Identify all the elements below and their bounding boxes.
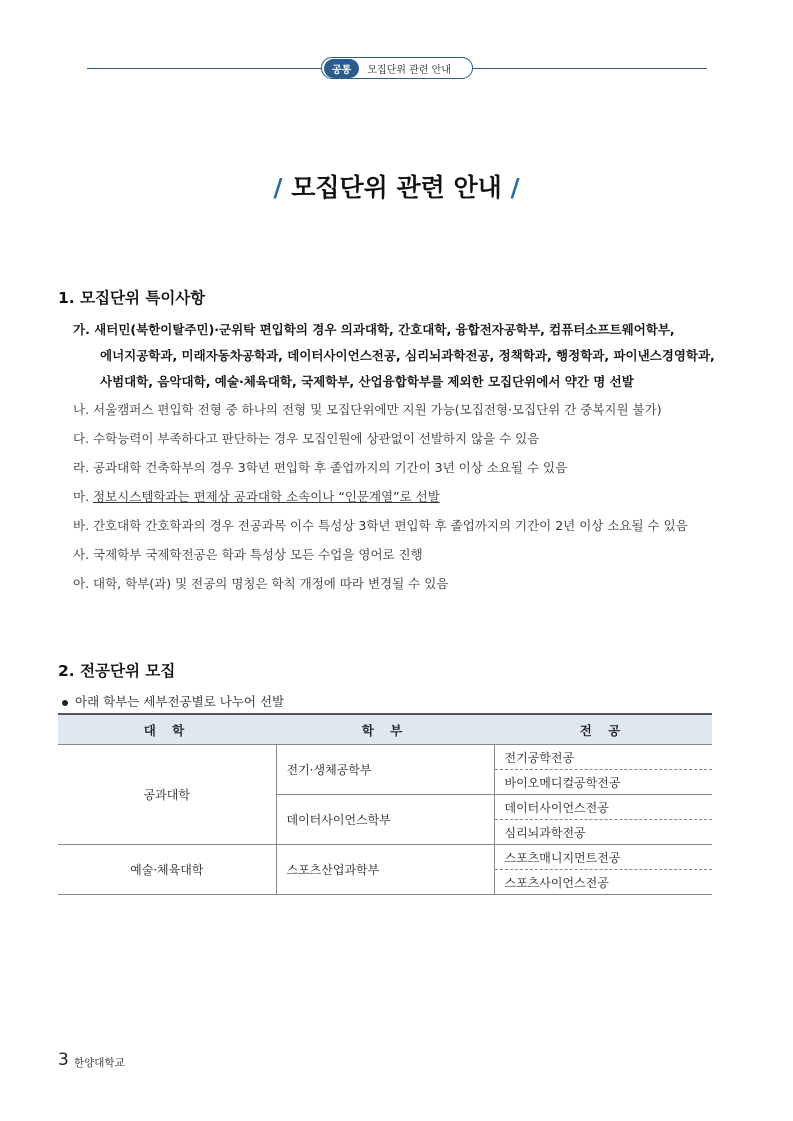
item-a: 아. 대학, 학부(과) 및 전공의 명칭은 학칙 개정에 따라 변경될 수 있음 <box>73 576 449 591</box>
item-sa: 사. 국제학부 국제학전공은 학과 특성상 모든 수업을 영어로 진행 <box>73 547 423 562</box>
table-cell-major: 스포츠매니지먼트전공 <box>494 845 712 870</box>
table-header-major: 전 공 <box>494 714 712 745</box>
header-pill <box>321 57 473 79</box>
table-cell-dept: 데이터사이언스학부 <box>276 795 494 845</box>
header-tag: 공통 <box>324 59 359 78</box>
footer-school: 한양대학교 <box>74 1057 125 1069</box>
item-ba: 바. 간호대학 간호학과의 경우 전공과목 이수 특성상 3학년 편입학 후 졸업까지의 기간이 2년 이상 소요될 수 있음 <box>73 518 688 533</box>
bullet-text: 아래 학부는 세부전공별로 나누어 선발 <box>75 694 285 709</box>
page-title-text: 모집단위 관련 안내 <box>291 173 502 202</box>
table-cell-college: 공과대학 <box>58 745 276 845</box>
table-header-row <box>58 714 712 745</box>
item-ma-text: 정보시스템학과는 편제상 공과대학 소속이나 “인문계열”로 선발 <box>93 489 440 504</box>
header-rule-right <box>470 68 707 69</box>
table-row <box>58 845 712 870</box>
header-rule-left <box>87 68 327 69</box>
table-row <box>58 745 712 770</box>
table-header-dept: 학 부 <box>276 714 494 745</box>
item-ga-cont2: 사범대학, 음악대학, 예술·체육대학, 국제학부, 산업융합학부를 제외한 모집단위에서 약간 명 선발 <box>100 374 634 389</box>
table-header-college: 대 학 <box>58 714 276 745</box>
table-cell-dept: 전기·생체공학부 <box>276 745 494 795</box>
table-cell-college: 예술·체육대학 <box>58 845 276 895</box>
item-ma <box>73 487 440 505</box>
bullet-dot <box>62 700 68 706</box>
header-text: 모집단위 관련 안내 <box>367 64 451 76</box>
item-na: 나. 서울캠퍼스 편입학 전형 중 하나의 전형 및 모집단위에만 지원 가능(모집전형·모집단위 간 중복지원 불가) <box>73 402 662 417</box>
item-ga: 가. 새터민(북한이탈주민)·군위탁 편입학의 경우 의과대학, 간호대학, 융합전자공학부, 컴퓨터소프트웨어학부, <box>73 322 675 337</box>
major-table <box>58 713 712 895</box>
item-ma-prefix: 마. <box>73 489 94 504</box>
item-da: 다. 수학능력이 부족하다고 판단하는 경우 모집인원에 상관없이 선발하지 않을 수 있음 <box>73 431 540 446</box>
section2-bullet <box>62 692 284 710</box>
item-ra: 라. 공과대학 건축학부의 경우 3학년 편입학 후 졸업까지의 기간이 3년 이상 소요될 수 있음 <box>73 460 568 475</box>
table-cell-dept: 스포츠산업과학부 <box>276 845 494 895</box>
table-cell-major: 심리뇌과학전공 <box>494 820 712 845</box>
table-cell-major: 스포츠사이언스전공 <box>494 870 712 895</box>
page-number: 3 <box>58 1050 69 1070</box>
section1-heading: 1. 모집단위 특이사항 <box>58 289 206 307</box>
table-cell-major: 전기공학전공 <box>494 745 712 770</box>
item-ga-cont1: 에너지공학과, 미래자동차공학과, 데이터사이언스전공, 심리뇌과학전공, 정책학과, 행정학과, 파이낸스경영학과, <box>100 348 715 363</box>
table-cell-major: 데이터사이언스전공 <box>494 795 712 820</box>
page-title: / 모집단위 관련 안내 / <box>273 173 520 202</box>
table-cell-major: 바이오메디컬공학전공 <box>494 770 712 795</box>
section2-heading: 2. 전공단위 모집 <box>58 662 176 680</box>
